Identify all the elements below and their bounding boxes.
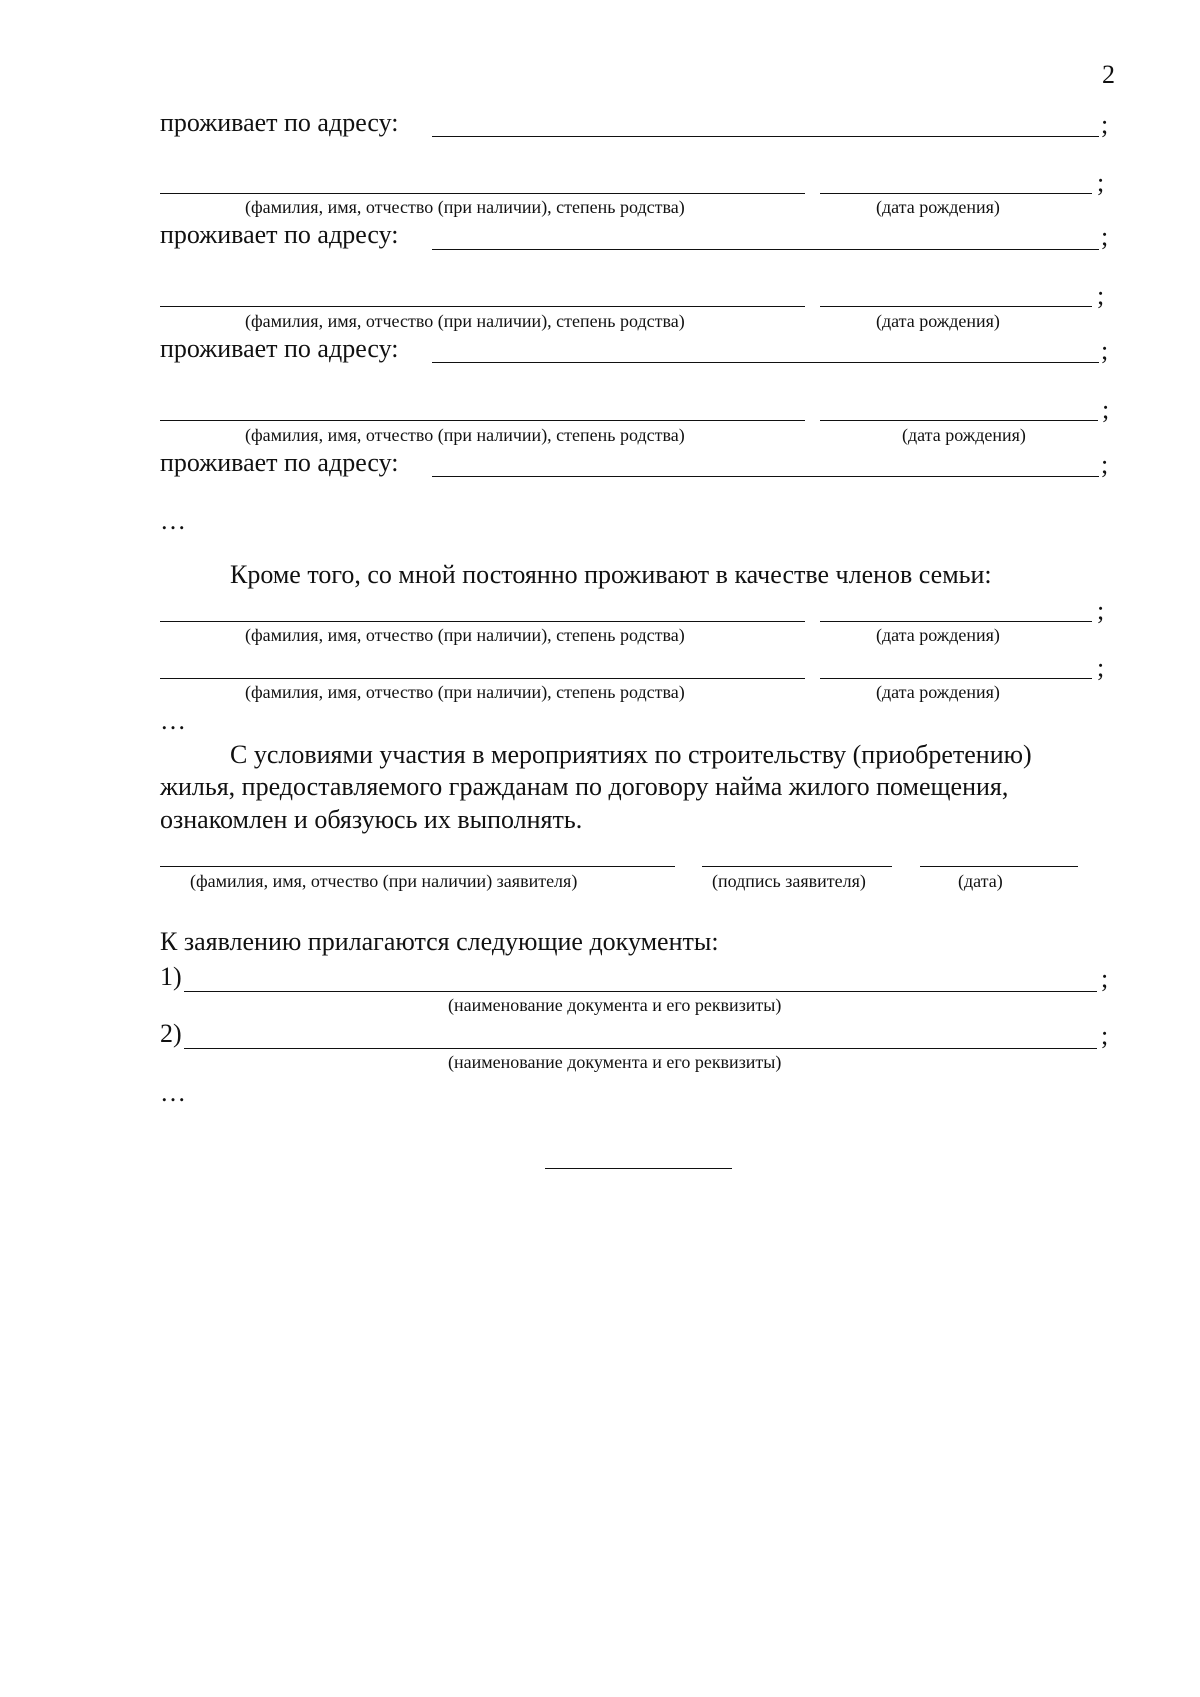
caption-fio-relation: (фамилия, имя, отчество (при наличии), степень родства) [245,197,685,217]
caption-applicant-signature: (подпись заявителя) [712,871,866,891]
family-members-intro: Кроме того, со мной постоянно проживают в качестве членов семьи: [230,560,992,589]
document-number: 2) [160,1019,182,1048]
ellipsis: … [160,1078,186,1107]
document-field[interactable] [184,1048,1097,1049]
ellipsis: … [160,706,186,735]
caption-fio-relation: (фамилия, имя, отчество (при наличии), степень родства) [245,311,685,331]
conditions-line-1: С условиями участия в мероприятиях по строительству (приобретению) [230,740,1032,769]
caption-fio-relation: (фамилия, имя, отчество (при наличии), степень родства) [245,425,685,445]
address-field[interactable] [432,476,1099,477]
address-label: проживает по адресу: [160,448,399,477]
caption-document-name: (наименование документа и его реквизиты) [448,1052,782,1072]
relative-fio-field[interactable] [160,306,805,307]
page-number: 2 [1102,60,1115,89]
relative-fio-field[interactable] [160,420,805,421]
relative-birthdate-field[interactable] [820,193,1092,194]
caption-birth-date: (дата рождения) [876,197,1000,217]
ellipsis: … [160,506,186,535]
documents-intro: К заявлению прилагаются следующие документы: [160,927,719,956]
caption-date: (дата) [958,871,1003,891]
family-birthdate-field[interactable] [820,621,1092,622]
caption-fio-relation: (фамилия, имя, отчество (при наличии), степень родства) [245,625,685,645]
family-fio-field[interactable] [160,621,805,622]
semicolon: ; [1101,110,1109,139]
relative-fio-field[interactable] [160,193,805,194]
address-label: проживает по адресу: [160,108,399,137]
caption-birth-date: (дата рождения) [876,311,1000,331]
caption-document-name: (наименование документа и его реквизиты) [448,995,782,1015]
address-label: проживает по адресу: [160,220,399,249]
caption-applicant-fio: (фамилия, имя, отчество (при наличии) заявителя) [190,871,578,891]
semicolon: ; [1101,450,1109,479]
semicolon: ; [1101,336,1109,365]
document-number: 1) [160,962,182,991]
caption-birth-date: (дата рождения) [876,682,1000,702]
applicant-fio-field[interactable] [160,866,675,867]
conditions-line-3: ознакомлен и обязуюсь их выполнять. [160,805,583,834]
closing-separator [545,1168,732,1169]
semicolon: ; [1097,596,1105,625]
address-field[interactable] [432,136,1099,137]
conditions-line-2: жилья, предоставляемого гражданам по договору найма жилого помещения, [160,772,1009,801]
semicolon: ; [1101,222,1109,251]
semicolon: ; [1101,964,1109,993]
caption-birth-date: (дата рождения) [876,625,1000,645]
caption-birth-date: (дата рождения) [902,425,1026,445]
relative-birthdate-field[interactable] [820,306,1092,307]
family-fio-field[interactable] [160,678,805,679]
semicolon: ; [1097,168,1105,197]
applicant-signature-field[interactable] [702,866,892,867]
semicolon: ; [1101,1021,1109,1050]
semicolon: ; [1102,395,1110,424]
semicolon: ; [1097,653,1105,682]
semicolon: ; [1097,281,1105,310]
relative-birthdate-field[interactable] [820,420,1098,421]
address-field[interactable] [432,249,1099,250]
caption-fio-relation: (фамилия, имя, отчество (при наличии), степень родства) [245,682,685,702]
applicant-date-field[interactable] [920,866,1078,867]
address-field[interactable] [432,362,1099,363]
document-field[interactable] [184,991,1097,992]
address-label: проживает по адресу: [160,334,399,363]
family-birthdate-field[interactable] [820,678,1092,679]
